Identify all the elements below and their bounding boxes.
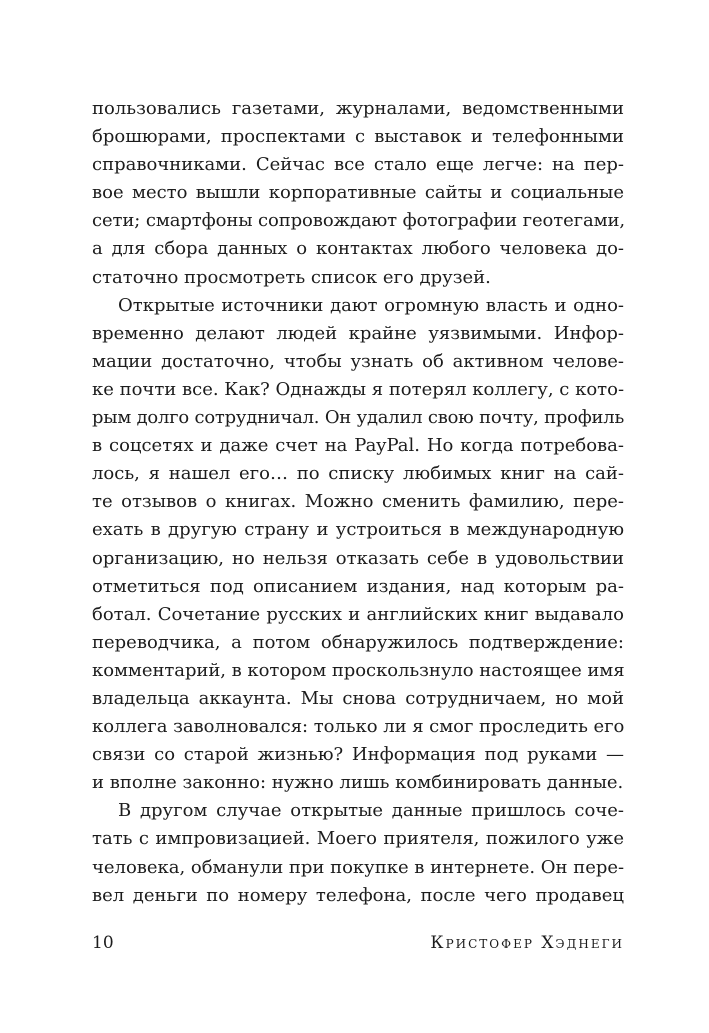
text-line: владельца аккаунта. Мы снова сотрудничаем, но мой [92, 687, 624, 709]
text-line: организацию, но нельзя отказать себе в удовольствии [92, 547, 624, 569]
text-line: брошюрами, проспектами с выставок и телефонными [92, 126, 624, 148]
text-line: ке почти все. Как? Однажды я потерял коллегу, с кото- [92, 378, 625, 400]
text-line: вел деньги по номеру телефона, после чего продавец [92, 884, 624, 906]
text-line: ботал. Сочетание русских и английских книг выдавало [92, 603, 624, 625]
text-line: а для сбора данных о контактах любого человека до- [92, 238, 624, 260]
text-line: лось, я нашел его… по списку любимых книг на сай- [92, 463, 624, 485]
text-line: статочно просмотреть список его друзей. [92, 266, 491, 288]
body-text [92, 95, 624, 910]
running-head: Кристофер Хэднеги [430, 933, 624, 953]
text-line: рым долго сотрудничал. Он удалил свою почту, профиль [92, 407, 624, 429]
text-line: связи со старой жизнью? Информация под руками — [92, 744, 624, 766]
text-line: отметиться под описанием издания, над которым ра- [92, 575, 624, 597]
text-line: коллега заволновался: только ли я смог проследить его [92, 716, 625, 738]
text-line: сети; смартфоны сопровождают фотографии геотегами, [92, 210, 626, 232]
text-line: вое место вышли корпоративные сайты и социальные [92, 182, 624, 204]
text-line: человека, обманули при покупке в интернете. Он пере- [92, 856, 625, 878]
text-line: и вполне законно: нужно лишь комбинировать данные. [92, 772, 624, 794]
text-line: справочниками. Сейчас все стало еще легче: на пер- [92, 154, 624, 176]
text-line: пользовались газетами, журналами, ведомственными [92, 98, 624, 119]
text-line: В другом случае открытые данные пришлось сочe- [118, 800, 624, 822]
text-line: в соцсетях и даже счет на PayPal. Но когда потребова- [92, 435, 624, 457]
page-footer [92, 932, 624, 958]
text-line: переводчика, а потом обнаружилось подтверждение: [92, 631, 624, 653]
text-line: те отзывов о книгах. Можно сменить фамилию, пере- [92, 491, 624, 513]
page-number: 10 [92, 933, 114, 953]
text-line: тать с импровизацией. Моего приятеля, пожилого уже [92, 828, 624, 850]
text-line: комментарий, в котором проскользнуло настоящее имя [92, 659, 625, 681]
text-line: Открытые источники дают огромную власть и одно- [118, 294, 624, 316]
text-line: временно делают людей крайне уязвимыми. Инфор- [92, 322, 624, 344]
text-line: ехать в другую страну и устроиться в международную [92, 519, 624, 541]
text-line: мации достаточно, чтобы узнать об активном челове- [92, 350, 624, 372]
